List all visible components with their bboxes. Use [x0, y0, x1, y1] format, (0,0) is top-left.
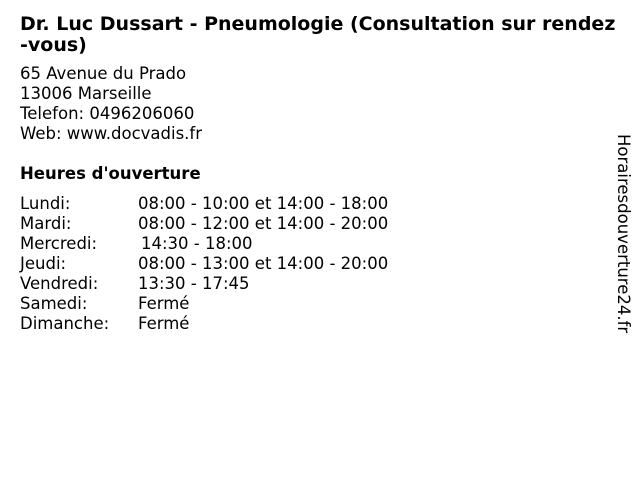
day-hours: 08:00 - 10:00 et 14:00 - 18:00 [138, 194, 389, 213]
day-label: Dimanche: [20, 314, 110, 333]
phone-label: Telefon: [20, 104, 85, 123]
hours-heading: Heures d'ouverture [20, 164, 201, 183]
hours-row-dimanche [20, 314, 388, 334]
day-hours: 14:30 - 18:00 [141, 234, 253, 253]
web-link[interactable]: www.docvadis.fr [66, 124, 203, 143]
day-label: Samedi: [20, 294, 88, 313]
day-hours: 08:00 - 12:00 et 14:00 - 20:00 [138, 214, 389, 233]
day-label: Mercredi: [20, 234, 98, 253]
phone-line [20, 104, 202, 124]
web-label: Web: [20, 124, 62, 143]
street-address: 65 Avenue du Prado [20, 64, 187, 83]
city-address: 13006 Marseille [20, 84, 152, 103]
day-hours: 13:30 - 17:45 [138, 274, 250, 293]
hours-row-jeudi [20, 254, 388, 274]
phone-number[interactable]: 0496206060 [89, 104, 195, 123]
hours-row-mardi [20, 214, 388, 234]
web-line [20, 124, 202, 144]
day-label: Jeudi: [20, 254, 67, 273]
hours-row-mercredi [20, 234, 388, 254]
page-title: Dr. Luc Dussart - Pneumologie (Consultation sur rendez-vous) [20, 13, 616, 56]
hours-table [20, 194, 388, 334]
day-hours: 08:00 - 13:00 et 14:00 - 20:00 [138, 254, 389, 273]
day-label: Vendredi: [20, 274, 99, 293]
hours-row-samedi [20, 294, 388, 314]
day-label: Mardi: [20, 214, 72, 233]
hours-row-lundi [20, 194, 388, 214]
address-block [20, 64, 202, 144]
day-label: Lundi: [20, 194, 71, 213]
day-hours: Fermé [138, 294, 190, 313]
watermark-site-name: Horairesdouverture24.fr [614, 134, 633, 334]
day-hours: Fermé [138, 314, 190, 333]
hours-row-vendredi [20, 274, 388, 294]
